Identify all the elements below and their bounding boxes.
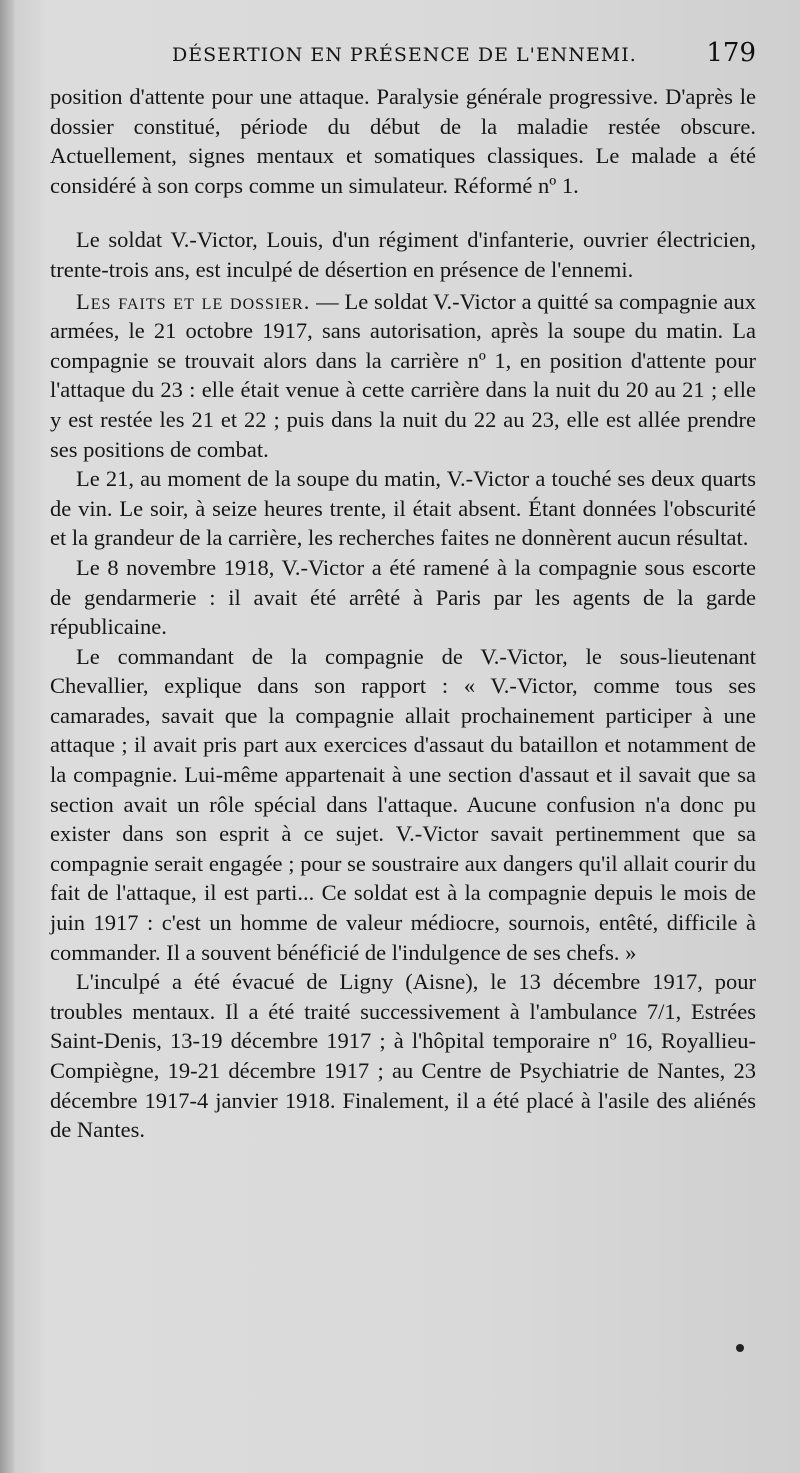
paragraph-arrest: Le 8 novembre 1918, V.-Victor a été ramené à la compagnie sous escorte de gendarmerie : il avait été arrêté à Paris par les agents de la garde républicaine. — [50, 554, 756, 640]
body-text — [50, 82, 756, 1145]
page-header — [0, 38, 800, 78]
paragraph-facts — [50, 287, 756, 465]
paragraph-facts-text: — Le soldat V.-Victor a quitté sa compagnie aux armées, le 21 octobre 1917, sans autorisation, après la soupe du matin. La compagnie se trouvait alors dans la carrière nº 1, en position d'attente pour l'attaque du 23 : elle était venue à cette carrière dans la nuit du 20 au 21 ; elle y est restée les 21 et 22 ; puis dans la nuit du 22 au 23, elle est allée prendre ses positions de combat. — [50, 288, 756, 462]
page-number: 179 — [706, 38, 756, 68]
paragraph-commander-report: Le commandant de la compagnie de V.-Victor, le sous-lieutenant Chevallier, explique dans son rapport : « V.-Victor, comme tous ses camarades, savait que la compagnie allait prochainement participer à une attaque ; il avait pris part aux exercices d'assaut du bataillon et notamment de la compagnie. Lui-même appartenait à une section d'assaut et il savait que sa section avait un rôle spécial dans l'attaque. Aucune confusion n'a donc pu exister dans son esprit à ce sujet. V.-Victor savait pertinemment que sa compagnie serait engagée ; pour se soustraire aux dangers qu'il allait courir du fait de l'attaque, il est parti... Ce soldat est à la compagnie depuis le mois de juin 1917 : c'est un homme de valeur médiocre, sournois, entêté, difficile à commander. Il a souvent bénéficié de l'indulgence de ses chefs. » — [50, 643, 756, 965]
page-binding-edge — [0, 0, 14, 1473]
section-heading: Les faits et le dossier. — [76, 288, 311, 314]
running-title: DÉSERTION EN PRÉSENCE DE L'ENNEMI. — [172, 44, 637, 66]
paragraph-absence: Le 21, au moment de la soupe du matin, V.-Victor a touché ses deux quarts de vin. Le soir, à seize heures trente, il était absent. Étant données l'obscurité et la grandeur de la carrière, les recherches faites ne donnèrent aucun résultat. — [50, 466, 756, 551]
paragraph-continuation: position d'attente pour une attaque. Paralysie générale progressive. D'après le dossier constitué, période du début de la maladie restée obscure. Actuellement, signes mentaux et somatiques classiques. Le malade a été considéré à son corps comme un simulateur. Réformé nº 1. — [50, 84, 756, 198]
paragraph-case-intro: Le soldat V.-Victor, Louis, d'un régiment d'infanterie, ouvrier électricien, trente-trois ans, est inculpé de désertion en présence de l'ennemi. — [50, 227, 756, 282]
paragraph-evacuation: L'inculpé a été évacué de Ligny (Aisne), le 13 décembre 1917, pour troubles mentaux. Il a été traité successivement à l'ambulance 7/1, Estrées Saint-Denis, 13-19 décembre 1917 ; à l'hôpital temporaire nº 16, Royallieu-Compiègne, 19-21 décembre 1917 ; au Centre de Psychiatrie de Nantes, 23 décembre 1917-4 janvier 1918. Finalement, il a été placé à l'asile des aliénés de Nantes. — [50, 969, 756, 1143]
ink-dot — [736, 1344, 744, 1352]
